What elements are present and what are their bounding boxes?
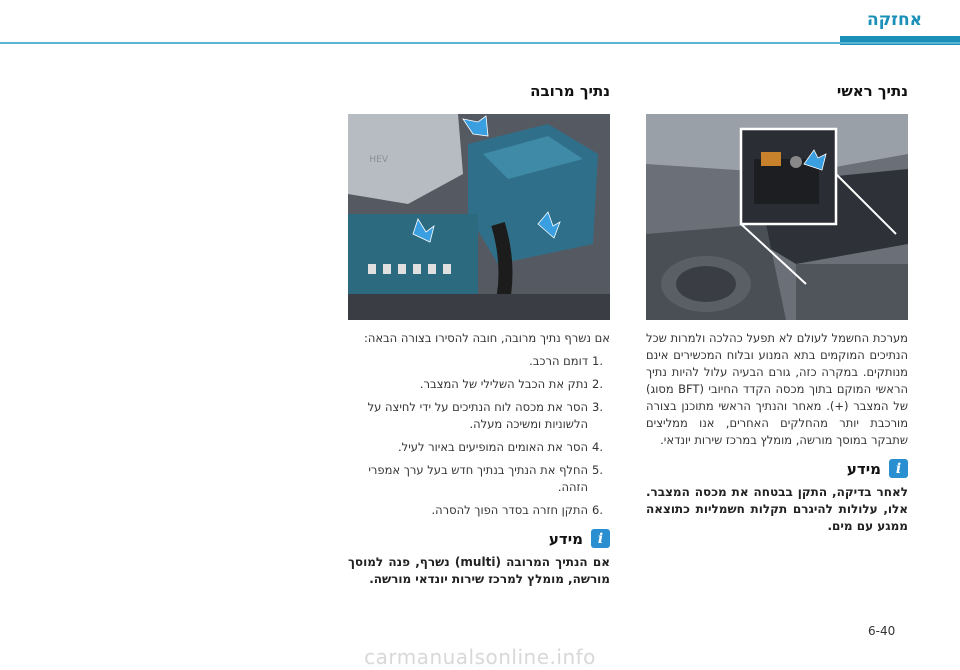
svg-text:HEV: HEV [369,155,388,165]
step-item: 6. התקן חזרה בסדר הפוך להסרה. [431,503,603,517]
multi-fuse-info-header [348,529,610,548]
page-number: 6-40 [868,624,896,638]
main-fuse-section [646,82,908,535]
step-item: 3. הסר את מכסה לוח הנתיכים על ידי לחיצה על הלשוניות ומשיכה מעלה. [367,400,603,431]
info-label: מידע [846,459,881,478]
multi-fuse-section [348,82,610,588]
header-divider [0,42,960,44]
step-item: 2. נתק את הכבל השלילי של המצבר. [419,377,603,391]
step-item: 1. דומם הרכב. [529,354,603,368]
trunk-battery-photo [646,114,908,320]
info-label: מידע [548,529,583,548]
engine-fuse-box-photo [348,114,610,320]
removal-steps [348,353,610,519]
main-fuse-info-text: לאחר בדיקה, התקן בבטחה את מכסה המצבר. אלו, עלולות להיגרם תקלות חשמליות כתוצאה ממגע עם מים. [646,485,908,533]
multi-fuse-info-text: אם הנתיך המרובה (multi) נשרף, פנה למוסך מורשה, מומלץ למרכז שירות יונדאי מורשה. [348,555,610,586]
info-icon: i [591,529,610,548]
main-fuse-title: נתיך ראשי [836,82,908,100]
header-title: אחזקה [866,10,922,30]
step-item: 5. החלף את הנתיך בנתיך חדש בעל ערך אמפרי הזהה. [368,463,603,494]
info-icon: i [889,459,908,478]
main-fuse-paragraph: מערכת החשמל לעולם לא תפעל כהלכה ולמרות שכל הנתיכים המוקמים בתא המנוע ובלוח המכשירים אינם מנותקים. במקרה כזה, גורם הבעיה עלול להיות נתיך הראשי המוקם בתוך מכסה הקדד החיובי (BFT מסוג) של המצבר (+). מאחר והנתיך הראשי מתוכנן בצורה מורכבת יותר מהחלקים האחרים, אנו ממליצים שתבקר במוסך מורשה, מומלץ במרכז שירות יונדאי. [646,331,908,447]
step-item: 4. הסר את האומים המופיעים באיור לעיל. [398,440,603,454]
multi-fuse-title: נתיך מרובה [530,82,610,100]
multi-fuse-intro: אם נשרף נתיך מרובה, חובה להסירו בצורה הבאה: [363,331,610,345]
watermark: carmanualsonline.info [364,645,596,669]
main-fuse-info-header [646,459,908,478]
